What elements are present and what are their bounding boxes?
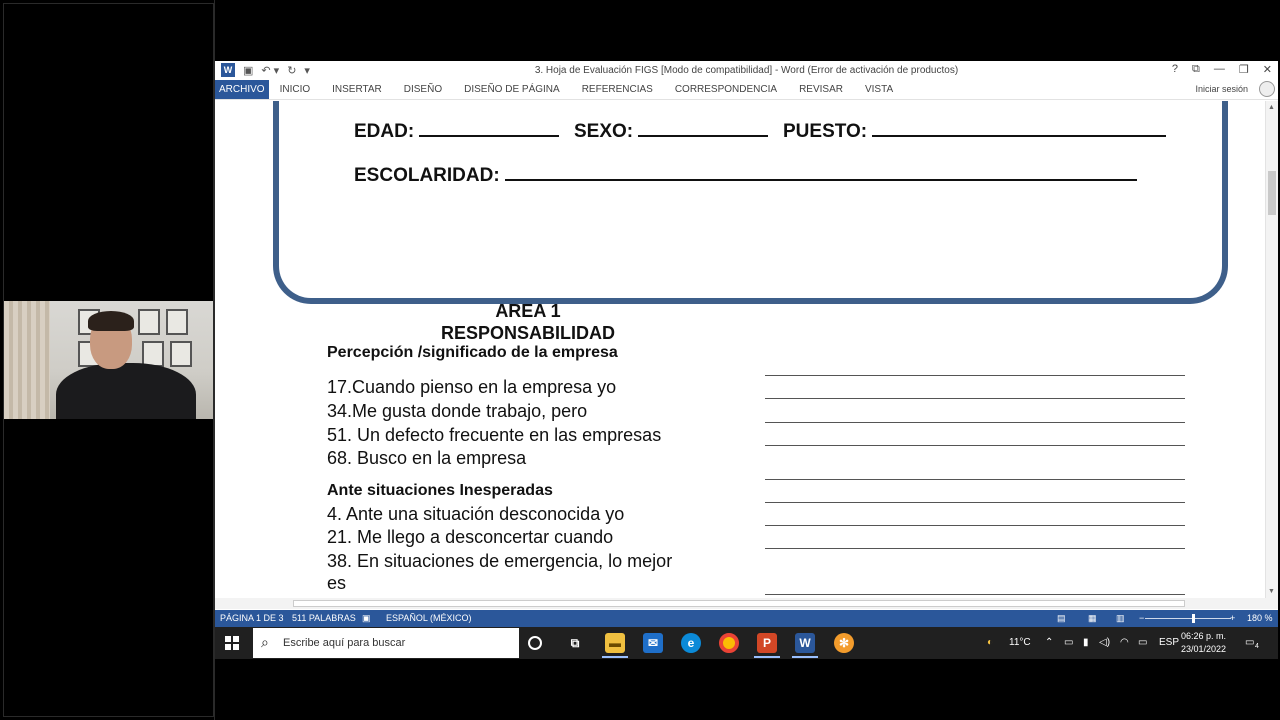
left-panel: [0, 0, 215, 720]
vertical-scrollbar[interactable]: [1265, 101, 1278, 598]
windows-start-icon[interactable]: [225, 636, 239, 650]
answer-line[interactable]: [765, 502, 1185, 503]
meet-now-icon[interactable]: ▭: [1064, 637, 1074, 648]
help-icon[interactable]: ?: [1171, 63, 1179, 75]
powerpoint-icon[interactable]: P: [757, 633, 777, 653]
tab-referencias[interactable]: REFERENCIAS: [581, 84, 653, 95]
question-item: 21. Me llego a desconcertar cuando: [327, 527, 614, 547]
sexo-field: [574, 121, 768, 143]
tab-archivo[interactable]: ARCHIVO: [215, 80, 269, 99]
status-bar: [215, 610, 1278, 627]
wall-frame: [170, 341, 192, 367]
area-subtitle: RESPONSABILIDAD: [440, 323, 615, 343]
clock-time: 06:26 p. m.: [1181, 631, 1227, 641]
edad-field: [354, 121, 559, 143]
scroll-up-icon[interactable]: ▲: [1268, 104, 1275, 111]
wifi-icon[interactable]: ◠: [1120, 637, 1129, 648]
customize-qa-icon[interactable]: ▾: [304, 64, 310, 77]
window-controls: [1172, 63, 1272, 76]
answer-line[interactable]: [765, 479, 1185, 480]
escolaridad-blank[interactable]: [505, 165, 1137, 181]
horizontal-scroll-thumb[interactable]: [293, 600, 1185, 607]
word-icon[interactable]: W: [795, 633, 815, 653]
webcam-curtain: [4, 301, 50, 419]
word-count[interactable]: 511 PALABRAS: [292, 613, 356, 623]
answer-line[interactable]: [765, 548, 1185, 549]
question-item: 34.Me gusta donde trabajo, pero: [327, 401, 588, 421]
question-item: 38. En situaciones de emergencia, lo mejor: [327, 551, 673, 571]
signin-link[interactable]: Iniciar sesión: [1195, 84, 1248, 94]
tab-insertar[interactable]: INSERTAR: [332, 84, 382, 95]
person-body: [56, 363, 196, 419]
scroll-down-icon[interactable]: ▼: [1268, 588, 1275, 595]
ribbon: [215, 80, 1278, 100]
question-item: 68. Busco en la empresa: [327, 448, 527, 468]
zoom-out-icon[interactable]: −: [1139, 613, 1145, 623]
tab-vista[interactable]: VISTA: [864, 84, 894, 95]
web-layout-icon[interactable]: ▥: [1116, 613, 1125, 623]
puesto-label: PUESTO:: [783, 121, 868, 142]
clock-date: 23/01/2022: [1181, 644, 1227, 654]
page-count[interactable]: PÁGINA 1 DE 3: [220, 613, 284, 623]
tab-diseno[interactable]: DISEÑO: [403, 84, 443, 95]
answer-line[interactable]: [765, 525, 1185, 526]
person-hair: [88, 311, 134, 331]
app-icon[interactable]: ✻: [834, 633, 854, 653]
tab-inicio[interactable]: INICIO: [279, 84, 311, 95]
edad-label: EDAD:: [354, 121, 415, 142]
word-app-icon: W: [221, 63, 235, 77]
weather-icon[interactable]: ◐: [987, 637, 994, 648]
answer-line[interactable]: [765, 375, 1185, 376]
question-item: 51. Un defecto frecuente en las empresas: [327, 425, 662, 445]
task-view-icon[interactable]: ⧉: [570, 636, 580, 650]
input-language[interactable]: ESP: [1159, 637, 1180, 648]
undo-icon[interactable]: ↶ ▾: [261, 64, 280, 77]
cortana-icon[interactable]: [528, 636, 542, 650]
mail-icon[interactable]: ✉: [643, 633, 663, 653]
save-icon[interactable]: ▣: [243, 64, 254, 77]
edge-icon[interactable]: e: [681, 633, 701, 653]
notification-count: 4: [1255, 643, 1259, 650]
window-title: 3. Hoja de Evaluación FIGS [Modo de compatibilidad] - Word (Error de activación de productos): [534, 65, 959, 76]
sexo-blank[interactable]: [638, 121, 768, 137]
escolaridad-label: ESCOLARIDAD:: [354, 165, 500, 186]
area-title: AREA 1: [495, 301, 561, 321]
proofing-icon[interactable]: ▣: [362, 613, 371, 623]
answer-line[interactable]: [765, 398, 1185, 399]
tab-diseno-pagina[interactable]: DISEÑO DE PÁGINA: [464, 84, 560, 95]
tab-revisar[interactable]: REVISAR: [799, 84, 843, 95]
minimize-button[interactable]: —: [1213, 63, 1225, 75]
read-mode-icon[interactable]: ▤: [1057, 613, 1066, 623]
running-indicator: [792, 656, 818, 658]
edad-blank[interactable]: [419, 121, 559, 137]
notification-icon[interactable]: ▭: [1245, 637, 1255, 648]
taskbar: [215, 627, 1278, 659]
taskbar-search[interactable]: [253, 628, 519, 658]
close-button[interactable]: ✕: [1262, 64, 1272, 76]
word-window: [215, 61, 1278, 627]
wall-frame: [166, 309, 188, 335]
restore-button[interactable]: ❐: [1238, 64, 1249, 76]
answer-line[interactable]: [765, 594, 1185, 595]
volume-icon[interactable]: ◁): [1099, 637, 1111, 648]
answer-line[interactable]: [765, 445, 1185, 446]
section-heading: Ante situaciones Inesperadas: [327, 482, 553, 499]
zoom-in-icon[interactable]: +: [1230, 613, 1236, 623]
language-status[interactable]: ESPAÑOL (MÉXICO): [386, 613, 472, 623]
zoom-slider-thumb[interactable]: [1192, 614, 1195, 623]
tab-correspondencia[interactable]: CORRESPONDENCIA: [674, 84, 778, 95]
system-clock[interactable]: [1181, 630, 1226, 656]
puesto-blank[interactable]: [872, 121, 1166, 137]
question-item: es: [327, 573, 347, 593]
ribbon-tabs: [215, 80, 1278, 99]
webcam-video: [4, 301, 213, 419]
redo-icon[interactable]: ↻: [287, 64, 297, 77]
monitor-icon[interactable]: ▭: [1138, 637, 1148, 648]
answer-line[interactable]: [765, 422, 1185, 423]
title-bar: [215, 61, 1278, 80]
zoom-slider[interactable]: [1145, 618, 1231, 619]
horizontal-scrollbar[interactable]: [215, 598, 1278, 609]
running-indicator: [754, 656, 780, 658]
microphone-icon[interactable]: ▮: [1083, 637, 1089, 648]
ribbon-display-icon[interactable]: ⧉: [1192, 63, 1200, 75]
wall-frame: [138, 309, 160, 335]
sexo-label: SEXO:: [574, 121, 634, 142]
running-indicator: [602, 656, 628, 658]
question-item: 17.Cuando pienso en la empresa yo: [327, 377, 617, 397]
vertical-scroll-thumb[interactable]: [1268, 171, 1276, 215]
escolaridad-field: [354, 165, 1137, 187]
print-layout-icon[interactable]: ▦: [1088, 613, 1097, 623]
question-item: 4. Ante una situación desconocida yo: [327, 504, 625, 524]
puesto-field: [783, 121, 1166, 143]
user-avatar-icon[interactable]: [1259, 81, 1275, 97]
search-placeholder: Escribe aquí para buscar: [283, 637, 406, 649]
zoom-level[interactable]: 180 %: [1247, 613, 1273, 623]
chrome-icon[interactable]: [719, 633, 739, 653]
chevron-up-icon[interactable]: ⌃: [1045, 637, 1054, 648]
weather-temp[interactable]: 11°C: [1009, 637, 1031, 648]
file-explorer-icon[interactable]: ▬: [605, 633, 625, 653]
document-page[interactable]: [215, 101, 1265, 598]
search-icon: ⌕: [261, 634, 269, 650]
section-heading: Percepción /significado de la empresa: [327, 344, 618, 361]
